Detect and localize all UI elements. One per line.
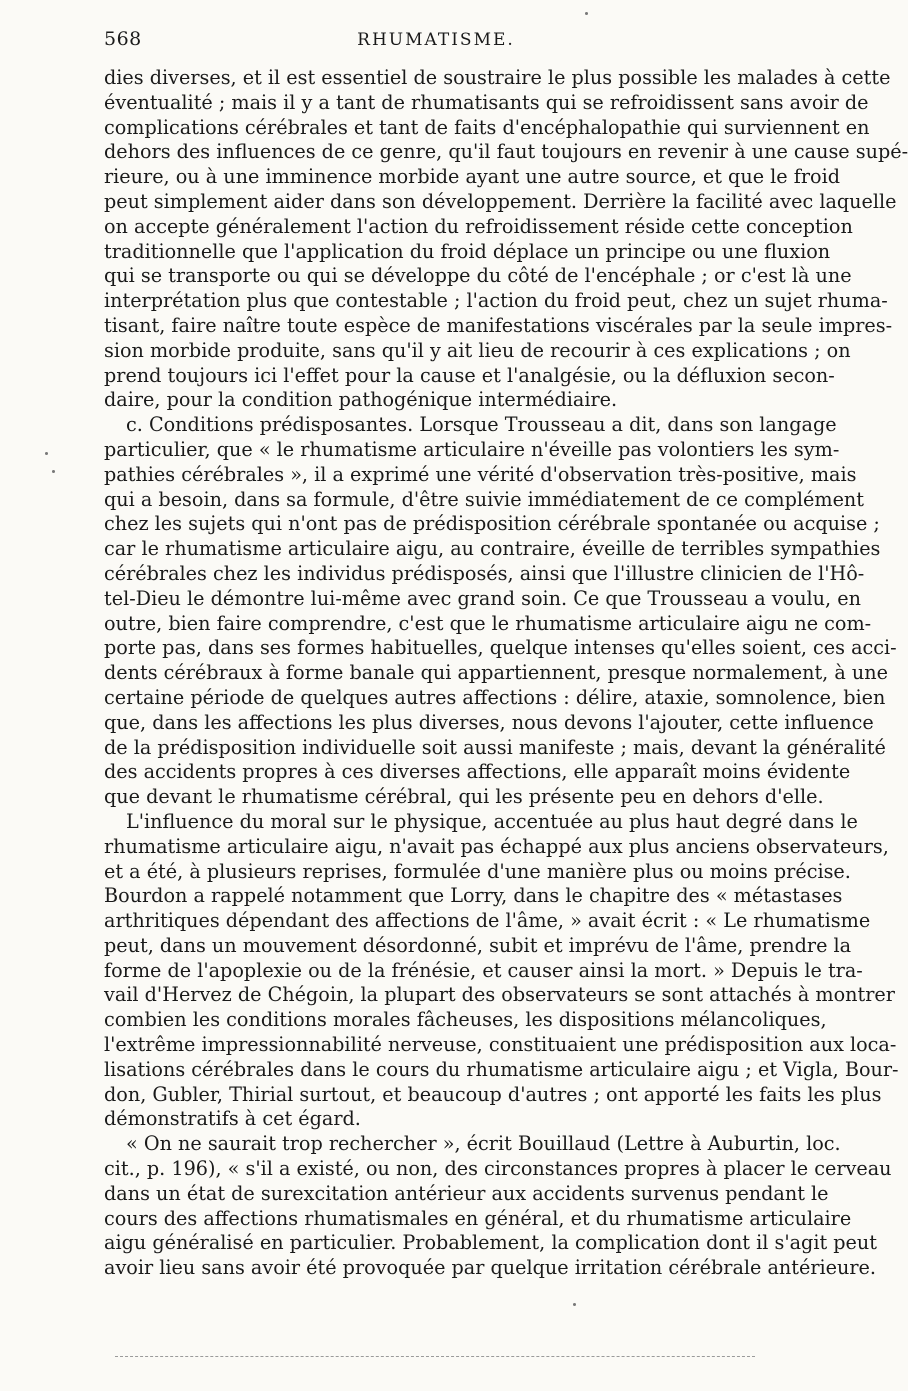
text-line: cit., p. 196), « s'il a existé, ou non, des circonstances propres à placer le cerveau (104, 1157, 892, 1181)
text-line: sion morbide produite, sans qu'il y ait lieu de recourir à ces explications ; on (104, 338, 851, 362)
text-line: pathies cérébrales », il a exprimé une vérité d'observation très-positive, mais (104, 462, 857, 486)
text-line: forme de l'apoplexie ou de la frénésie, et causer ainsi la mort. » Depuis le tra- (104, 958, 863, 982)
text-line: vail d'Hervez de Chégoin, la plupart des observateurs se sont attachés à montrer (104, 983, 895, 1007)
text-line: aigu généralisé en particulier. Probablement, la complication dont il s'agit peut (104, 1231, 877, 1255)
text-line: Bourdon a rappelé notamment que Lorry, dans le chapitre des « métastases (104, 884, 843, 908)
text-line: lisations cérébrales dans le cours du rhumatisme articulaire aigu ; et Vigla, Bour- (104, 1057, 899, 1081)
text-line: tisant, faire naître toute espèce de manifestations viscérales par la seule impres- (104, 313, 893, 337)
page-header (104, 28, 768, 58)
text-line: rhumatisme articulaire aigu, n'avait pas échappé aux plus anciens observateurs, (104, 834, 889, 858)
text-line: dans un état de surexcitation antérieur aux accidents survenus pendant le (104, 1181, 829, 1205)
text-line: c. Conditions prédisposantes. Lorsque Trousseau a dit, dans son langage (126, 413, 837, 437)
text-line: de la prédisposition individuelle soit aussi manifeste ; mais, devant la généralité (104, 735, 886, 759)
text-line: traditionnelle que l'application du froid déplace un principe ou une fluxion (104, 239, 831, 263)
text-line: car le rhumatisme articulaire aigu, au contraire, éveille de terribles sympathies (104, 537, 881, 561)
text-line: prend toujours ici l'effet pour la cause et l'analgésie, ou la défluxion secon- (104, 363, 835, 387)
text-line: dehors des influences de ce genre, qu'il faut toujours en revenir à une cause supé- (104, 140, 908, 164)
text-line: avoir lieu sans avoir été provoquée par quelque irritation cérébrale antérieure. (104, 1256, 876, 1280)
text-line: peut, dans un mouvement désordonné, subit et imprévu de l'âme, prendre la (104, 933, 852, 957)
text-line: que devant le rhumatisme cérébral, qui les présente peu en dehors d'elle. (104, 785, 824, 809)
text-line: combien les conditions morales fâcheuses, les dispositions mélancoliques, (104, 1008, 827, 1032)
text-line: particulier, que « le rhumatisme articulaire n'éveille pas volontiers les sym- (104, 437, 840, 461)
text-line: rieure, ou à une imminence morbide ayant une autre source, et que le froid (104, 165, 840, 189)
text-line: chez les sujets qui n'ont pas de prédisposition cérébrale spontanée ou acquise ; (104, 512, 880, 536)
text-line: dies diverses, et il est essentiel de soustraire le plus possible les malades à cette (104, 66, 891, 89)
text-line: éventualité ; mais il y a tant de rhumatisants qui se refroidissent sans avoir de (104, 90, 869, 114)
text-line: arthritiques dépendant des affections de l'âme, » avait écrit : « Le rhumatisme (104, 909, 871, 933)
text-line: cérébrales chez les individus prédisposés, ainsi que l'illustre clinicien de l'Hô- (104, 561, 865, 585)
ink-speck (45, 452, 48, 455)
text-line: daire, pour la condition pathogénique intermédiaire. (104, 388, 618, 412)
text-line: peut simplement aider dans son développement. Derrière la facilité avec laquelle (104, 189, 897, 213)
ink-speck (573, 1303, 576, 1306)
running-head: RHUMATISME. (357, 30, 515, 50)
text-line: outre, bien faire comprendre, c'est que le rhumatisme articulaire aigu ne com- (104, 611, 872, 635)
text-line: certaine période de quelques autres affections : délire, ataxie, somnolence, bien (104, 685, 886, 709)
text-line: et a été, à plusieurs reprises, formulée d'une manière plus ou moins précise. (104, 859, 851, 883)
text-line: interprétation plus que contestable ; l'action du froid peut, chez un sujet rhuma- (104, 289, 888, 313)
text-line: don, Gubler, Thirial surtout, et beaucoup d'autres ; ont apporté les faits les plus (104, 1082, 882, 1106)
text-line: porte pas, dans ses formes habituelles, quelque intenses qu'elles soient, ces acci- (104, 636, 897, 660)
text-line: tel-Dieu le démontre lui-même avec grand soin. Ce que Trousseau a voulu, en (104, 586, 861, 610)
body-text (104, 66, 908, 1281)
text-line: que, dans les affections les plus diverses, nous devons l'ajouter, cette influence (104, 710, 874, 734)
text-line: l'extrême impressionnabilité nerveuse, constituaient une prédisposition aux loca- (104, 1033, 897, 1057)
text-line: cours des affections rhumatismales en général, et du rhumatisme articulaire (104, 1206, 852, 1230)
text-line: démonstratifs à cet égard. (104, 1107, 361, 1131)
text-line: complications cérébrales et tant de faits d'encéphalopathie qui surviennent en (104, 115, 870, 139)
text-line: qui a besoin, dans sa formule, d'être suivie immédiatement de ce complément (104, 487, 864, 511)
text-line: on accepte généralement l'action du refroidissement réside cette conception (104, 214, 853, 238)
bottom-dotted-rule (115, 1356, 755, 1357)
text-line: dents cérébraux à forme banale qui appartiennent, presque normalement, à une (104, 661, 888, 685)
text-line: « On ne saurait trop rechercher », écrit Bouillaud (Lettre à Auburtin, loc. (126, 1132, 841, 1156)
page-number: 568 (104, 28, 142, 50)
ink-speck (585, 12, 588, 15)
ink-speck (52, 470, 55, 473)
text-line: des accidents propres à ces diverses affections, elle apparaît moins évidente (104, 760, 851, 784)
text-line: qui se transporte ou qui se développe du côté de l'encéphale ; or c'est là une (104, 264, 852, 288)
text-line: L'influence du moral sur le physique, accentuée au plus haut degré dans le (126, 809, 858, 833)
